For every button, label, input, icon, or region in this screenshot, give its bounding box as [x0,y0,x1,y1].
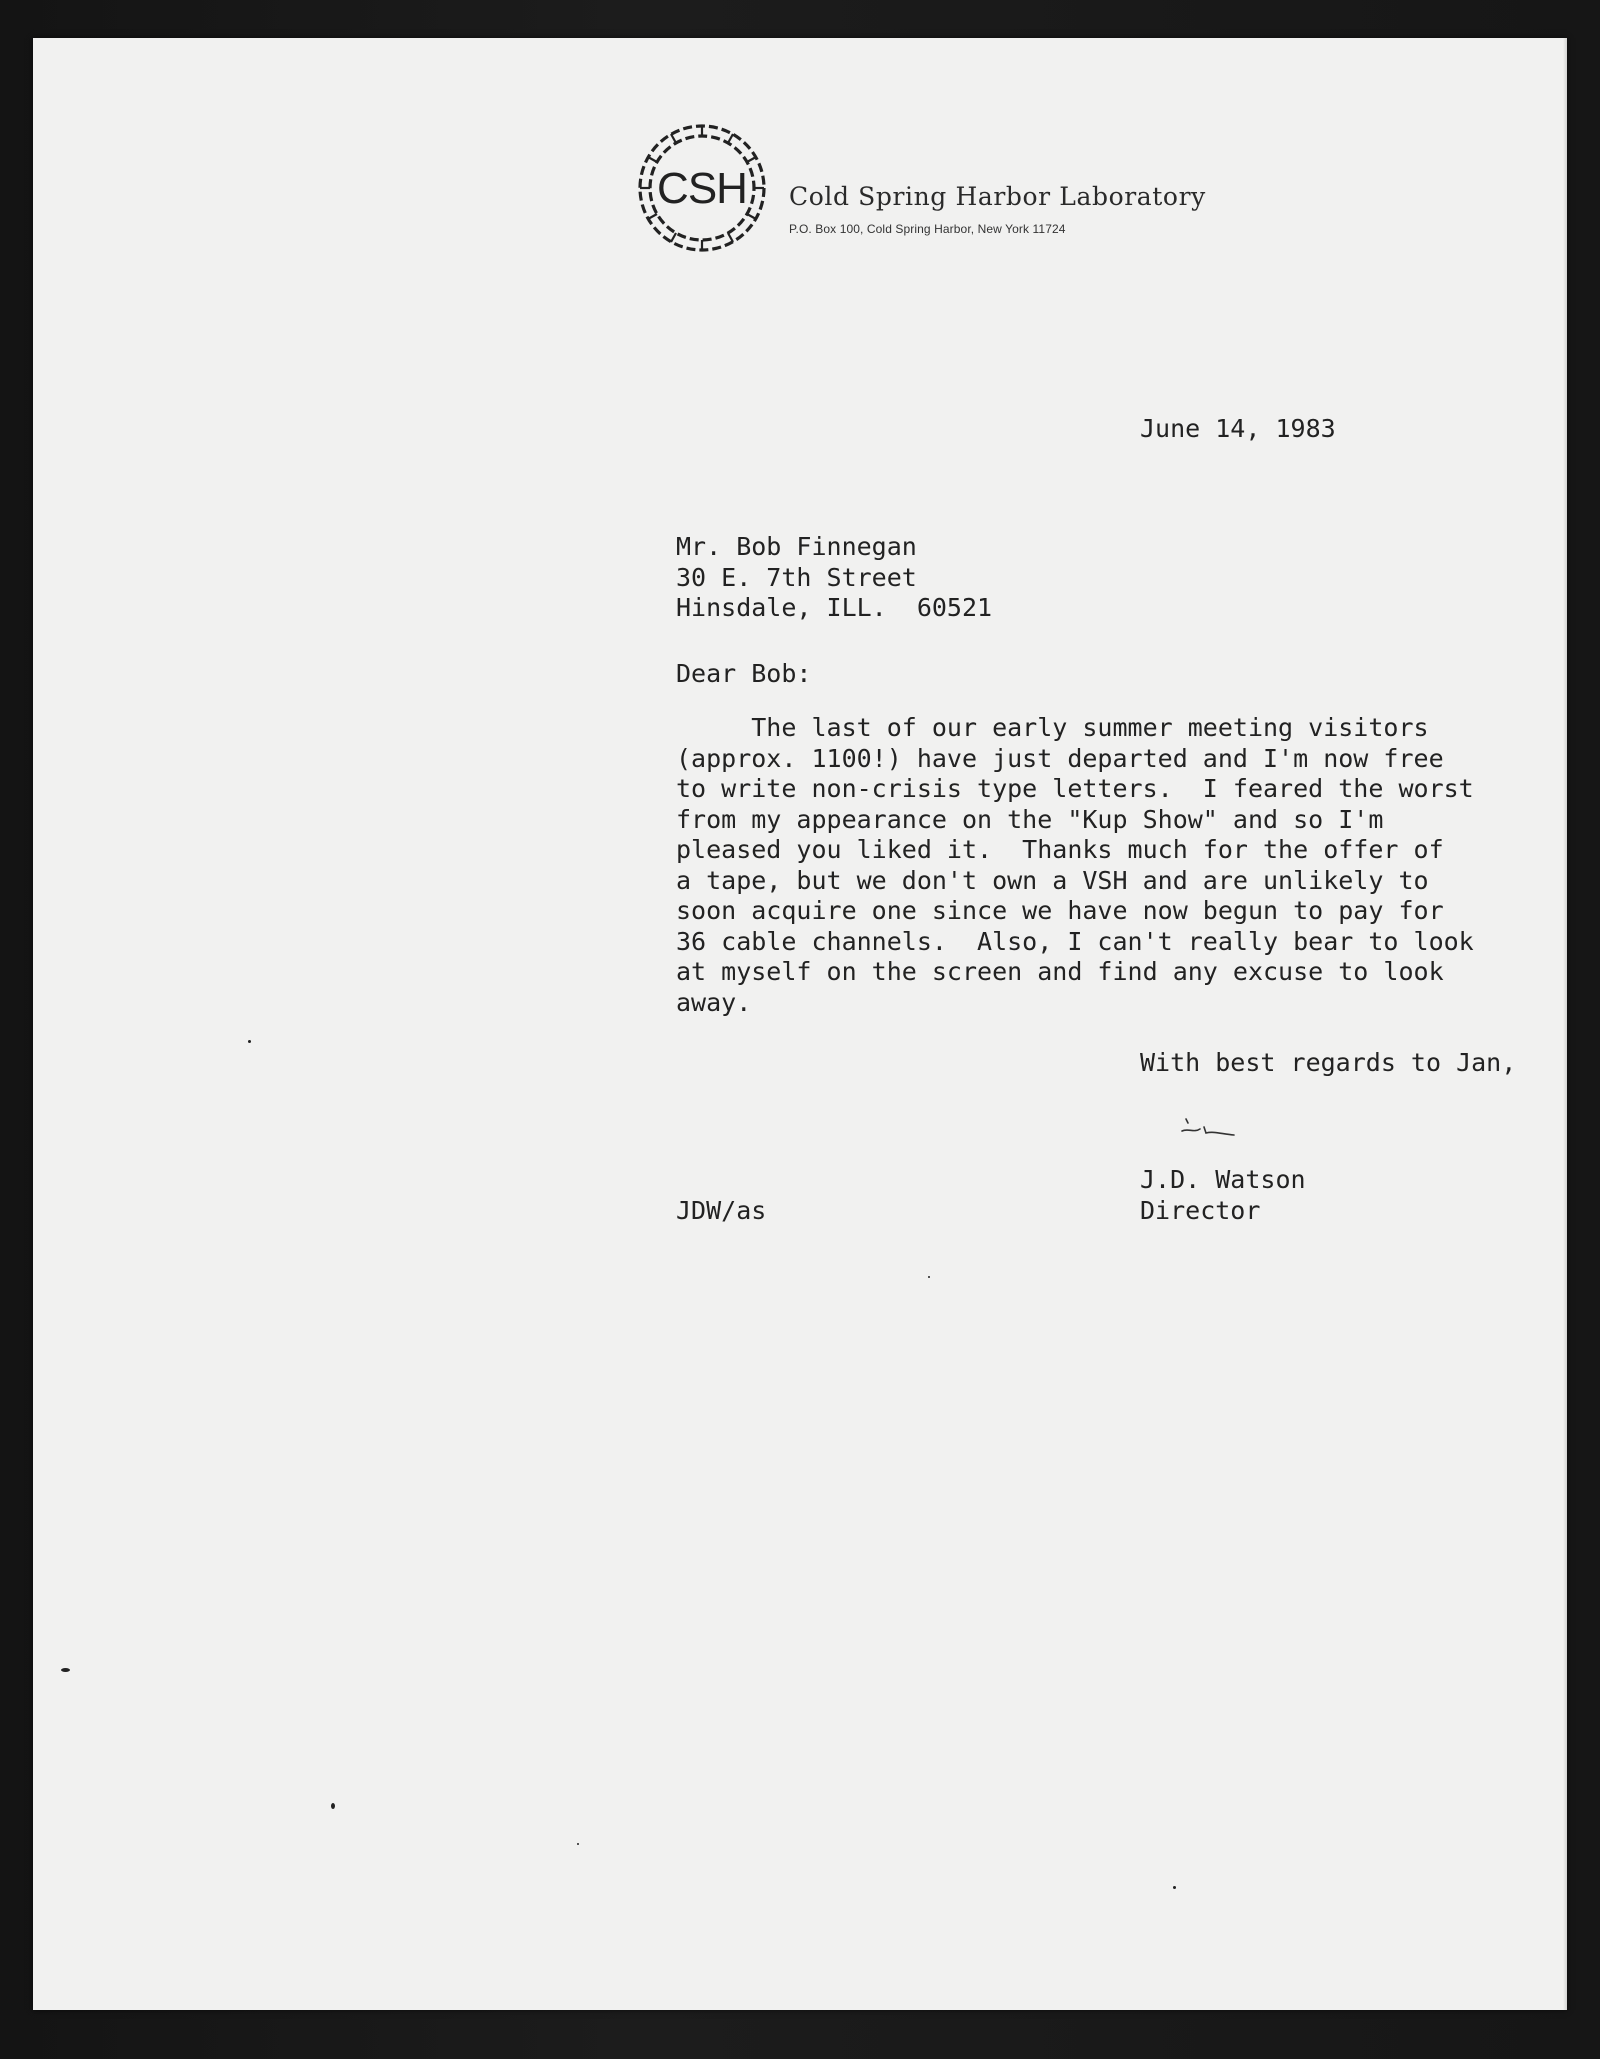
typist-initials: JDW/as [676,1196,767,1225]
dust-speck [1173,1886,1176,1889]
dust-speck [928,1276,930,1278]
body-line: soon acquire one since we have now begun to pay for [676,896,1444,925]
signature-block [1140,1165,1306,1226]
dust-speck [577,1843,579,1845]
body-line: to write non-crisis type letters. I feared the worst [676,774,1474,803]
letter-closing: With best regards to Jan, [1140,1048,1517,1077]
dust-speck [248,1040,251,1043]
body-line: a tape, but we don't own a VSH and are unlikely to [676,865,1429,895]
dust-speck [61,1668,70,1672]
body-line: at myself on the screen and find any excuse to look [676,957,1444,986]
body-line: away. [676,987,752,1017]
recipient-city: Hinsdale, ILL. 60521 [676,593,993,622]
dust-speck [331,1803,335,1809]
body-line: The last of our early summer meeting visitors [676,713,1429,742]
body-line: pleased you liked it. Thanks much for the offer of [676,835,1444,864]
letter-paper [33,38,1567,2010]
recipient-address [676,532,992,624]
salutation: Dear Bob: [676,659,812,688]
csh-logo-icon [631,113,773,263]
signer-name: J.D. Watson [1140,1165,1306,1194]
signer-title: Director [1140,1195,1261,1225]
letter-date: June 14, 1983 [1140,414,1336,443]
body-line: (approx. 1100!) have just departed and I'm now free [676,743,1444,773]
organization-name: Cold Spring Harbor Laboratory [789,182,1206,211]
recipient-street: 30 E. 7th Street [676,562,917,592]
body-line: from my appearance on the "Kup Show" and so I'm [676,804,1384,834]
letter-body [676,713,1474,1018]
paper-edge [1563,38,1567,2010]
organization-address: P.O. Box 100, Cold Spring Harbor, New York 11724 [789,222,1066,236]
logo-text: CSH [657,164,747,213]
recipient-name: Mr. Bob Finnegan [676,532,917,561]
body-line: 36 cable channels. Also, I can't really bear to look [676,926,1474,956]
handwritten-signature [1178,1113,1248,1141]
